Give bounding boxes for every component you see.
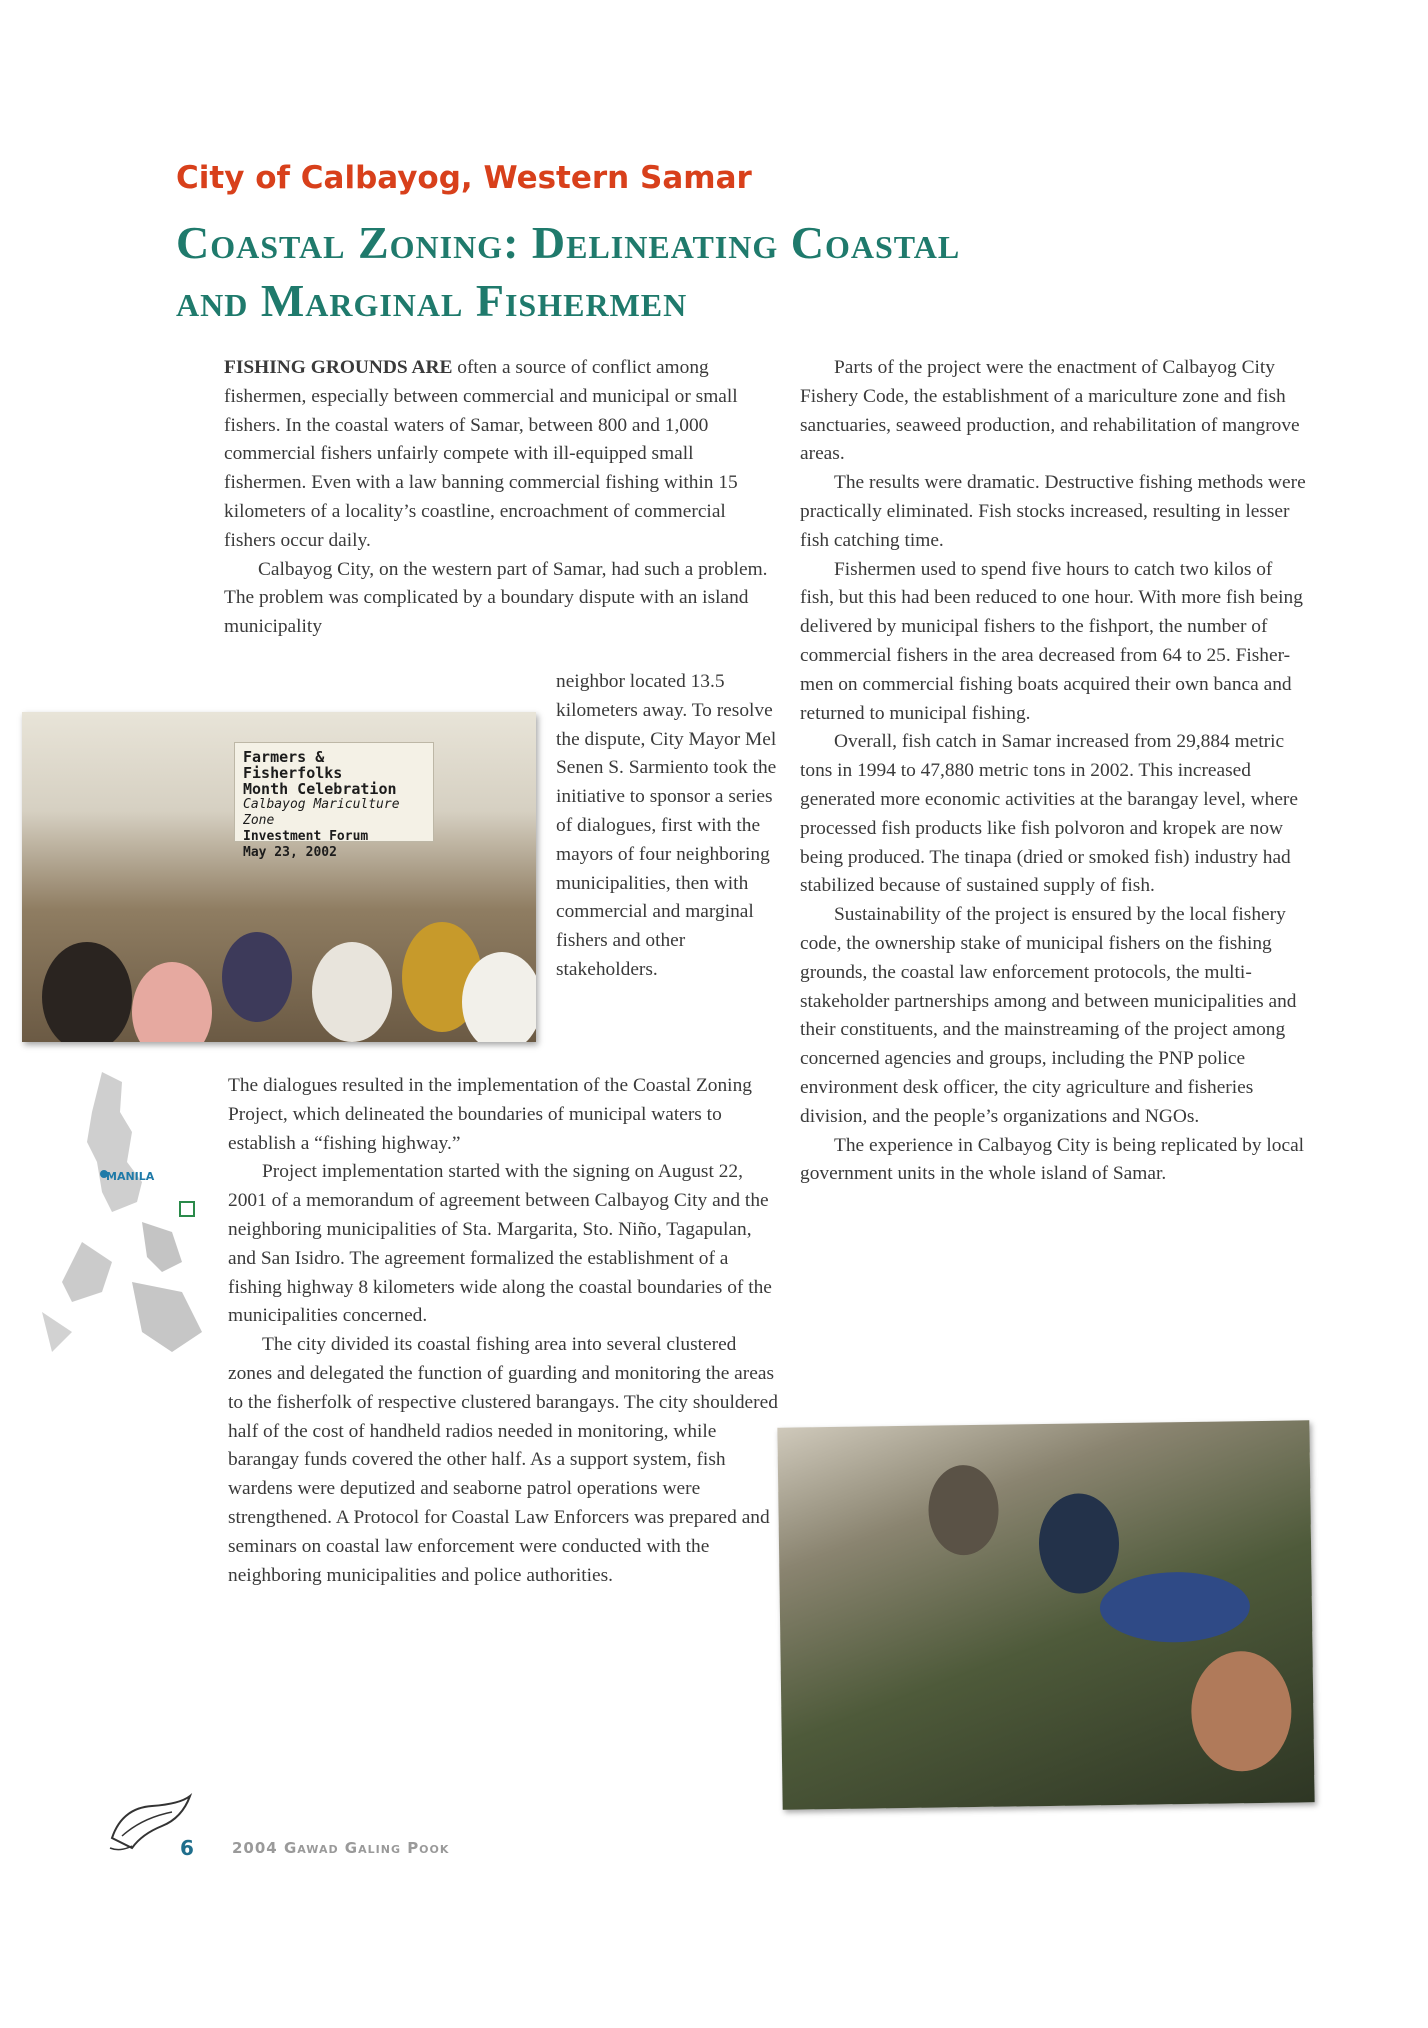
banner-line-2: Month Celebration bbox=[243, 780, 397, 798]
article-kicker: City of Calbayog, Western Samar bbox=[176, 160, 752, 196]
publication-title: 2004 Gawad Galing Pook bbox=[232, 1839, 450, 1857]
audience-figure bbox=[42, 942, 132, 1042]
article-title-line-2: and Marginal Fishermen bbox=[176, 275, 688, 326]
paragraph: Fishermen used to spend five hours to catch two kilos of fish, but this had been reduced to one hour. With more fish being delivered by municipal fishers to the fishport, the number of commercial fishers in the area decreased from 64 to 25. Fisher- men on commercial fishing boats acquired their own banca and returned to municipal fishing. bbox=[800, 558, 1303, 724]
paragraph: The experience in Calbayog City is being replicated by local government units in the whole island of Samar. bbox=[800, 1134, 1305, 1185]
article-title bbox=[176, 214, 1176, 330]
body-column-narrow bbox=[556, 668, 778, 985]
fisherman-figure bbox=[1191, 1651, 1293, 1772]
fishermen-photo bbox=[777, 1420, 1314, 1809]
lead-in: FISHING GROUNDS ARE bbox=[224, 357, 453, 378]
philippines-map bbox=[42, 1062, 232, 1362]
paragraph: The results were dramatic. Destructive fishing methods were practically eliminated. Fish stocks increased, resulting in lesser fish catching time. bbox=[800, 472, 1306, 551]
paragraph: Sustainability of the project is ensured by the local fishery code, the ownership stake of municipal fishers on the fishing grounds, the coastal law enforcement protocols, the multi- stakeholder partnerships among and between municipalities and their constituents, and the mainstreaming of the project among concerned agencies and groups, including the PNP police environment desk officer, the city agriculture and fisheries division, and the people’s organizations and NGOs. bbox=[800, 904, 1297, 1127]
banner-line-1: Farmers & Fisherfolks bbox=[243, 748, 343, 782]
banner-line-3: Calbayog Mariculture Zone bbox=[243, 797, 400, 828]
body-column-left-bottom bbox=[228, 1072, 780, 1590]
fisherman-figure bbox=[1099, 1571, 1250, 1643]
audience-figure bbox=[132, 962, 212, 1042]
fisherman-figure bbox=[928, 1465, 999, 1556]
paragraph: Parts of the project were the enactment of Calbayog City Fishery Code, the establishment of a mariculture zone and fish sanctuaries, seaweed production, and rehabilitation of mangrove areas. bbox=[800, 357, 1300, 465]
audience-figure bbox=[222, 932, 292, 1022]
paragraph: Calbayog City, on the western part of Samar, had such a problem. The problem was complicated by a boundary dispute with an island municipality bbox=[224, 558, 768, 638]
map-label: MANILA bbox=[106, 1170, 155, 1183]
event-banner bbox=[234, 742, 434, 860]
banner-line-5: May 23, 2002 bbox=[243, 845, 337, 860]
forum-photo bbox=[22, 712, 536, 1042]
paragraph bbox=[224, 354, 772, 556]
page-number: 6 bbox=[180, 1836, 194, 1860]
paragraph: The dialogues resulted in the implementation of the Coastal Zoning Project, which delineated the boundaries of municipal waters to establish a “fishing highway.” bbox=[228, 1075, 752, 1154]
article-title-line-1: Coastal Zoning: Delineating Coastal bbox=[176, 217, 961, 268]
paragraph-text: often a source of conflict among fishermen, especially between commercial and municipal or small fishers. In the coastal waters of Samar, between 800 and 1,000 commercial fishers unfairly compete with ill-equipped small fishermen. Even with a law banning commercial fishing within 15 kilometers of a locality’s coastline, encroachment of commercial fishers occur daily. bbox=[224, 357, 738, 551]
banner-line-4: Investment Forum bbox=[243, 829, 369, 844]
paragraph: neighbor located 13.5 kilometers away. To resolve the dispute, City Mayor Mel Senen S. Sarmiento took the initiative to sponsor a series of dialogues, first with the mayors of four neighboring municipalities, then with commercial and marginal fishers and other stakeholders. bbox=[556, 671, 777, 980]
audience-figure bbox=[312, 942, 392, 1042]
body-column-right bbox=[800, 354, 1310, 1189]
fisherman-figure bbox=[1038, 1493, 1119, 1594]
paragraph: The city divided its coastal fishing area into several clustered zones and delegated the function of guarding and monitoring the areas to the fisherfolk of respective clustered barangays. The city shouldered half of the cost of handheld radios needed in monitoring, while barangay funds covered the other half. As a support system, fish wardens were deputized and seaborne patrol operations were strengthened. A Protocol for Coastal Law Enforcers was prepared and seminars on coastal law enforcement were conducted with the neighboring municipalities and police authorities. bbox=[228, 1334, 778, 1586]
paragraph: Overall, fish catch in Samar increased from 29,884 metric tons in 1994 to 47,880 metric tons in 2002. This increased generated more economic activities at the barangay level, where processed fish products like fish polvoron and kropek are now being produced. The tinapa (dried or smoked fish) industry had stabilized because of sustained supply of fish. bbox=[800, 731, 1298, 897]
paragraph: Project implementation started with the signing on August 22, 2001 of a memorandum of agreement between Calbayog City and the neighboring municipalities of Sta. Margarita, Sto. Niño, Tagapulan, and San Isidro. The agreement formalized the establishment of a fishing highway 8 kilometers wide along the coastal boundaries of the municipalities concerned. bbox=[228, 1161, 772, 1327]
body-column-left-top bbox=[224, 354, 772, 642]
audience-figure bbox=[462, 952, 536, 1042]
